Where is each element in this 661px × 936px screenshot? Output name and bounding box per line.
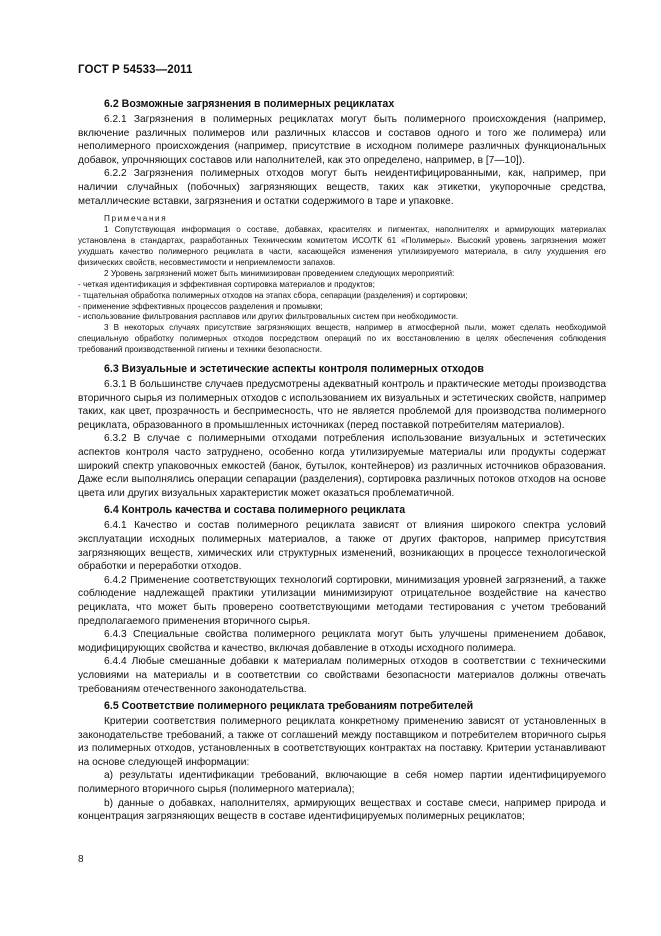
note-2-bullet-1: - четкая идентификация и эффективная сортировка материалов и продуктов;	[78, 279, 375, 289]
list-item-a: а) результаты идентификации требований, включающие в себя номер партии идентифицируемого полимерного вторичного сырья (полимерного материала);	[78, 770, 606, 796]
paragraph-6-2-1: 6.2.1 Загрязнения в полимерных рециклатах могут быть полимерного происхождения (например, включение различных полимеров или различных классов и составов одного и того же полимера) или неполимерного происхождения (например, присутствие в исходном полимере различных функциональных добавок, упрочняющих составов или наполнителей, как это определено, например, в [7—10]).	[78, 114, 606, 166]
paragraph-6-4-3: 6.4.3 Специальные свойства полимерного рециклата могут быть улучшены применением добавок, модифицирующих свойства и качество, включая добавление в отходы исходного полимера.	[78, 629, 606, 654]
note-2-bullet-4: - использование фильтрования расплавов или других фильтровальных систем при необходимости.	[78, 312, 459, 322]
section-6-2-title: 6.2 Возможные загрязнения в полимерных рециклатах	[104, 98, 395, 110]
section-6-3-title: 6.3 Визуальные и эстетические аспекты контроля полимерных отходов	[104, 363, 484, 376]
page-number: 8	[78, 854, 84, 865]
document-header: ГОСТ Р 54533—2011	[78, 64, 193, 76]
paragraph-6-3-2: 6.3.2 В случае с полимерными отходами потребления использование визуальных и эстетических аспектов контроля часто затруднено, особенно когда утилизируемые материалы или продукты содержат широкий спектр упаковочных емкостей (банок, бутылок, контейнеров) из различных источников образования. Даже если выполнялись операции сепарации (разделения), сортировка различных потоков отходов на основе цвета или других визуальных характеристик может оказаться проблематичной.	[78, 433, 606, 499]
section-6-4-title: 6.4 Контроль качества и состава полимерного рециклата	[104, 504, 406, 517]
note-2: 2 Уровень загрязнений может быть минимизирован проведением следующих мероприятий:	[104, 268, 455, 278]
paragraph-6-2-2: 6.2.2 Загрязнения полимерных отходов могут быть неидентифицированными, как, например, при наличии случайных (побочных) загрязняющих веществ, таких как этикетки, укупорочные средства, металлические вставки, загрязнения и остатки содержимого в таре и упаковке.	[78, 168, 606, 207]
note-3: 3 В некоторых случаях присутствие загрязняющих веществ, например в атмосферной пыли, может сделать необходимой специальную обработку полимерных отходов посредством операций по их восстановлению в целях обеспечения соблюдения требований производственной гигиены и техники безопасности.	[78, 323, 606, 355]
note-2-bullet-2: - тщательная обработка полимерных отходов на этапах сбора, сепарации (разделения) и сортировки;	[78, 290, 468, 300]
list-item-b: b) данные о добавках, наполнителях, армирующих веществах и составе смеси, например природа и концентрация загрязняющих веществ в составе идентифицируемых полимерных рециклатов;	[78, 797, 606, 823]
paragraph-6-3-1: 6.3.1 В большинстве случаев предусмотрены адекватный контроль и практические методы производства вторичного сырья из полимерных отходов с использованием их визуальных и эстетических свойств, например таких, как цвет, прозрачность и беспримесность, что не является проблемой для производства полимерного рециклата, образованного в промышленных источниках (перед поставкой потребителям материалов).	[78, 379, 606, 431]
note-1: 1 Сопутствующая информация о составе, добавках, красителях и пигментах, наполнителях и армирующих материалах установлена в стандартах, разработанных Техническим комитетом ИСО/ТК 61 «Полимеры». Высокий уровень загрязнения может ухудшать качество полимерного рециклата в части, касающейся изменения утилизируемого материала, в силу ухудшения его физических свойств, несовместимости и неприемлемости запахов.	[78, 225, 606, 267]
note-2-bullet-3: - применение эффективных процессов разделения и промывки;	[78, 301, 323, 311]
paragraph-6-4-4: 6.4.4 Любые смешанные добавки к материалам полимерных отходов в соответствии с техническими условиями на материалы и в соответствии со свойствами безопасности материалов должны отвечать требованиям отечественного законодательства.	[78, 656, 606, 695]
paragraph-6-4-1: 6.4.1 Качество и состав полимерного рециклата зависят от влияния широкого спектра условий эксплуатации исходных полимерных материалов, а также от других факторов, например присутствия загрязняющих веществ, химических или структурных изменений, возникающих в процессе технологической обработки и переработки отходов.	[78, 520, 606, 573]
document-body	[78, 97, 606, 824]
notes-title: Примечания	[104, 214, 168, 224]
paragraph-6-5-intro: Критерии соответствия полимерного рециклата конкретному применению зависят от установленных в законодательстве требований, а также от соглашений между поставщиком и потребителем вторичного сырья из полимерных отходов, установленных в соответствующих контрактах на поставку. Критерии устанавливают на основе следующей информации:	[78, 716, 606, 768]
section-6-5-title: 6.5 Соответствие полимерного рециклата требованиям потребителей	[104, 700, 474, 713]
paragraph-6-4-2: 6.4.2 Применение соответствующих технологий сортировки, минимизация уровней загрязнений, а также соблюдение надлежащей практики утилизации минимизируют отрицательное воздействие на качество рециклата, что может быть проверено соответствующими методами тестирования с учетом требований предполагаемого применения вторичного сырья.	[78, 574, 606, 627]
